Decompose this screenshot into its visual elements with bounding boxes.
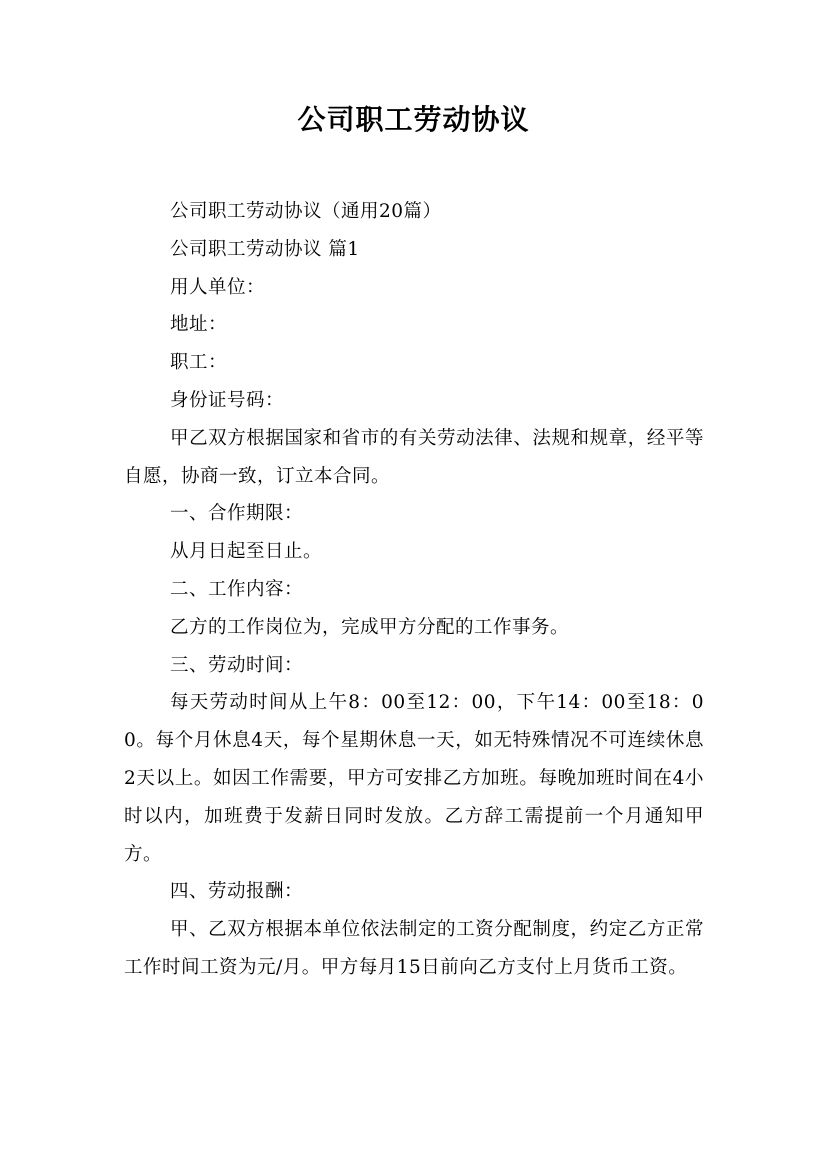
employer-field: 用人单位： [170, 276, 266, 298]
clause-text-term: 从月日起至日止。 [170, 541, 323, 563]
address-field: 地址： [170, 314, 228, 336]
clause-text-working-hours: 每天劳动时间从上午8：00至12：00，下午14：00至18：00。每个月休息4天，每个星期休息一天，如无特殊情况不可连续休息2天以上。如因工作需要，甲方可安排乙方加班。每晚加班时间在4小时以内，加班费于发薪日同时发放。乙方辞工需提前一个月通知甲方。 [124, 692, 704, 865]
clause-heading-working-hours: 三、劳动时间： [170, 654, 304, 676]
clause-text-remuneration: 甲、乙双方根据本单位依法制定的工资分配制度，约定乙方正常工作时间工资为元/月。甲方每月15日前向乙方支付上月货币工资。 [124, 919, 704, 978]
section-heading: 公司职工劳动协议 篇1 [170, 238, 360, 260]
clause-heading-term: 一、合作期限： [170, 503, 304, 525]
preamble-paragraph: 甲乙双方根据国家和省市的有关劳动法律、法规和规章，经平等自愿，协商一致，订立本合同。 [124, 427, 704, 487]
document-body [124, 193, 704, 987]
employee-field: 职工： [170, 352, 228, 374]
document-title: 公司职工劳动协议 [297, 103, 530, 136]
clause-heading-remuneration: 四、劳动报酬： [170, 881, 304, 903]
id-number-field: 身份证号码： [170, 389, 285, 411]
clause-text-work-content: 乙方的工作岗位为，完成甲方分配的工作事务。 [170, 616, 570, 638]
clause-heading-work-content: 二、工作内容： [170, 578, 304, 600]
subtitle-paragraph: 公司职工劳动协议（通用20篇） [170, 201, 442, 222]
